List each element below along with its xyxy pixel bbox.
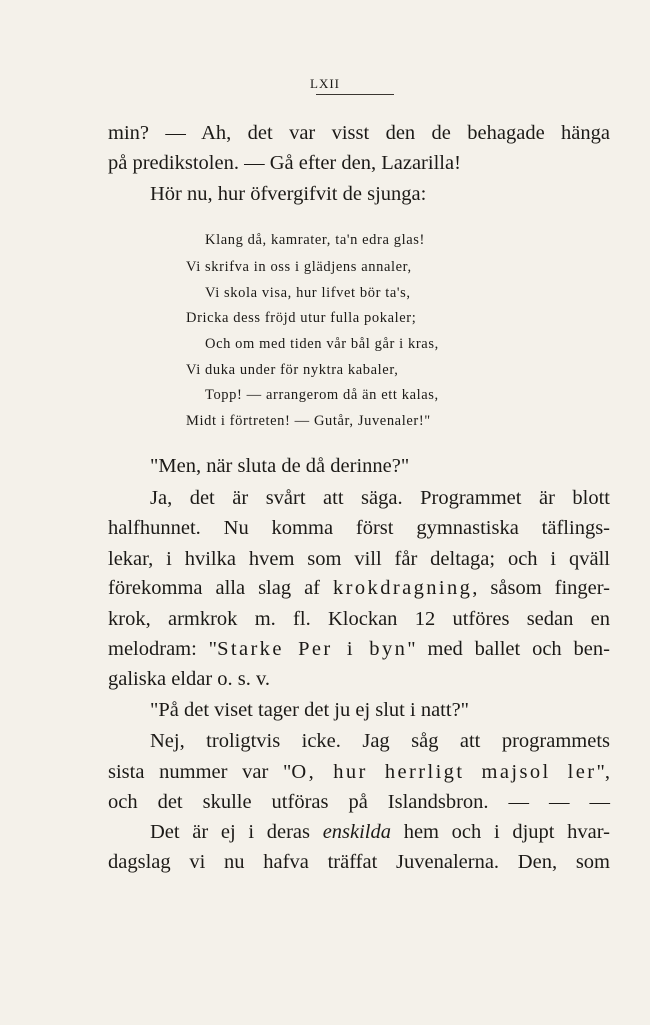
text-line: galiska eldar o. s. v. (108, 668, 271, 690)
verse-line: Midt i förtreten! — Gutår, Juvenaler!" (186, 413, 431, 429)
text-line: min? — Ah, det var visst den de behagade hänga (108, 122, 610, 144)
text-line: på predikstolen. — Gå efter den, Lazarilla! (108, 152, 461, 174)
text-line: halfhunnet. Nu komma först gymnastiska täflings- (108, 517, 610, 539)
page-number: LXII (310, 76, 340, 91)
text-line: Nej, troligtvis icke. Jag såg att programmets (150, 730, 610, 752)
verse-line: Vi skola visa, hur lifvet bör ta's, (205, 285, 411, 301)
verse-line: Topp! — arrangerom då än ett kalas, (205, 387, 439, 403)
verse-line: Klang då, kamrater, ta'n edra glas! (205, 232, 425, 248)
verse-line: Dricka dess fröjd utur fulla pokaler; (186, 310, 417, 326)
header-rule (316, 94, 394, 95)
spaced-emphasis: Starke Per i byn (217, 638, 408, 660)
text-line: dagslag vi nu hafva träffat Juvenalerna. Den, som (108, 851, 610, 873)
text-line: lekar, i hvilka hvem som vill får deltaga; och i qväll (108, 548, 610, 570)
text-line: sista nummer var "O, hur herrligt majsol ler", (108, 761, 611, 783)
verse-line: Vi duka under för nyktra kabaler, (186, 362, 399, 378)
text-line: melodram: "Starke Per i byn" med ballet och ben- (108, 638, 610, 660)
text-line: Ja, det är svårt att säga. Programmet är blott (150, 487, 610, 509)
text-line: "Men, när sluta de då derinne?" (150, 455, 410, 477)
text-line: krok, armkrok m. fl. Klockan 12 utföres sedan en (108, 608, 610, 630)
text-line: förekomma alla slag af krokdragning, såsom finger- (108, 577, 610, 599)
verse-line: Vi skrifva in oss i glädjens annaler, (186, 259, 412, 275)
text-line: Hör nu, hur öfvergifvit de sjunga: (150, 183, 427, 205)
text-line: och det skulle utföras på Islandsbron. — — — (108, 791, 610, 813)
spaced-emphasis: O, hur herrligt majsol ler (291, 761, 597, 783)
text-line: "På det viset tager det ju ej slut i natt?" (150, 699, 470, 721)
spaced-emphasis: krokdragning (333, 577, 473, 599)
italic-emphasis: enskilda (322, 821, 392, 843)
verse-line: Och om med tiden vår bål går i kras, (205, 336, 439, 352)
text-line: Det är ej i deras enskilda hem och i djupt hvar- (150, 821, 610, 843)
